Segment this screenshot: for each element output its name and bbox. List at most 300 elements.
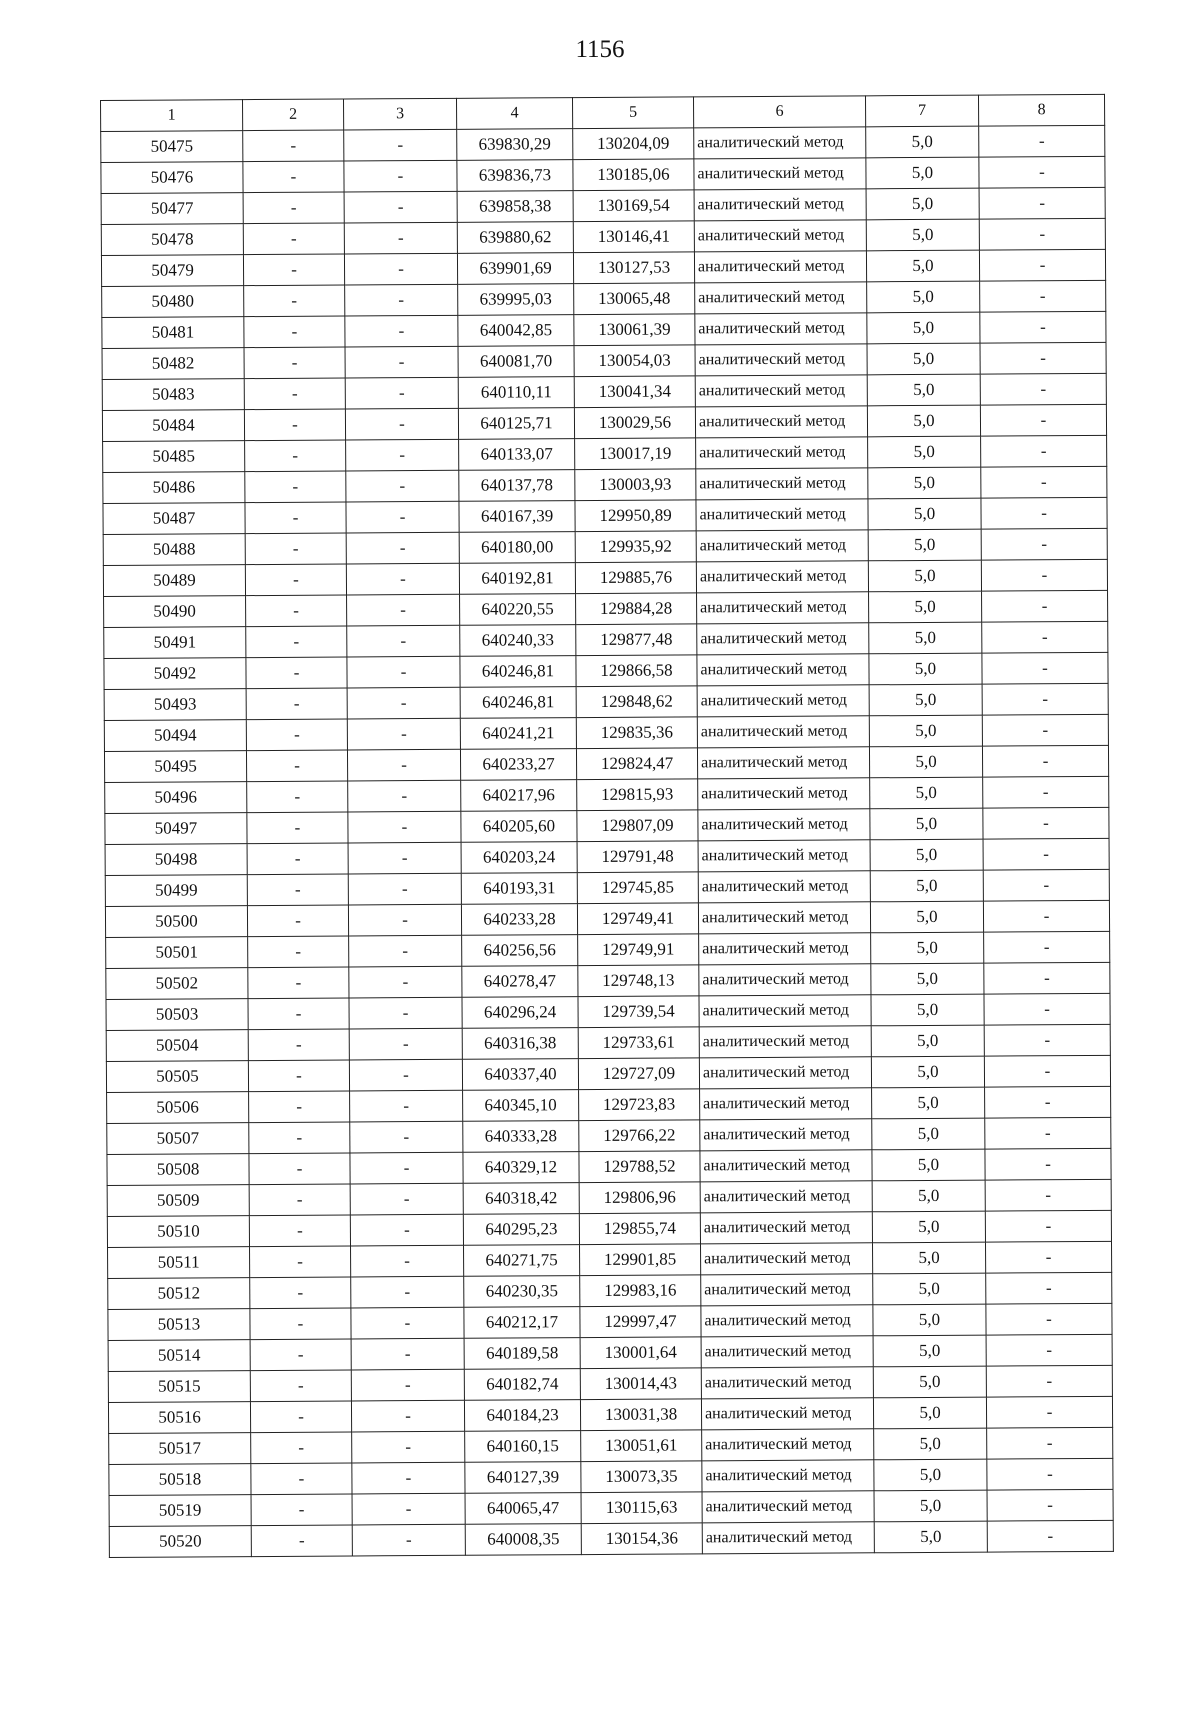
y-coordinate-cell: 129739,54 (578, 996, 699, 1028)
method-cell: аналитический метод (694, 251, 866, 283)
col3-cell: - (351, 1400, 464, 1432)
x-coordinate-cell: 640189,58 (464, 1338, 580, 1370)
accuracy-cell: 5,0 (867, 405, 980, 437)
col8-cell: - (980, 280, 1106, 312)
y-coordinate-cell: 129748,13 (578, 965, 699, 997)
method-cell: аналитический метод (701, 1274, 873, 1306)
y-coordinate-cell: 130017,19 (575, 438, 696, 470)
x-coordinate-cell: 640160,15 (465, 1431, 581, 1463)
col8-cell: - (986, 1396, 1112, 1428)
y-coordinate-cell: 130185,06 (573, 159, 694, 191)
page-number: 1156 (575, 36, 625, 63)
col3-cell: - (347, 594, 460, 626)
y-coordinate-cell: 129806,96 (579, 1182, 700, 1214)
accuracy-cell: 5,0 (868, 436, 981, 468)
point-number-cell: 50500 (105, 906, 247, 938)
method-cell: аналитический метод (701, 1398, 873, 1430)
x-coordinate-cell: 640193,31 (461, 873, 577, 905)
col8-cell: - (986, 1272, 1112, 1304)
point-number-cell: 50482 (102, 348, 244, 380)
y-coordinate-cell: 129983,16 (580, 1275, 701, 1307)
col2-cell: - (249, 1122, 350, 1154)
point-number-cell: 50484 (102, 410, 244, 442)
col2-cell: - (247, 843, 348, 875)
accuracy-cell: 5,0 (870, 777, 983, 809)
x-coordinate-cell: 640256,56 (462, 935, 578, 967)
x-coordinate-cell: 640316,38 (462, 1028, 578, 1060)
y-coordinate-cell: 129835,36 (576, 717, 697, 749)
point-number-cell: 50492 (104, 658, 246, 690)
col2-cell: - (248, 936, 349, 968)
col2-cell: - (250, 1339, 351, 1371)
accuracy-cell: 5,0 (872, 1087, 985, 1119)
x-coordinate-cell: 640133,07 (459, 439, 575, 471)
method-cell: аналитический метод (702, 1460, 874, 1492)
col3-cell: - (344, 253, 457, 285)
y-coordinate-cell: 130154,36 (581, 1523, 702, 1555)
col3-cell: - (352, 1493, 465, 1525)
y-coordinate-cell: 129749,41 (577, 903, 698, 935)
accuracy-cell: 5,0 (873, 1273, 986, 1305)
accuracy-cell: 5,0 (867, 312, 980, 344)
x-coordinate-cell: 639858,38 (457, 191, 573, 223)
x-coordinate-cell: 640295,23 (463, 1214, 579, 1246)
x-coordinate-cell: 640318,42 (463, 1183, 579, 1215)
method-cell: аналитический метод (699, 1057, 871, 1089)
col2-cell: - (245, 533, 346, 565)
point-number-cell: 50477 (101, 193, 243, 225)
point-number-cell: 50481 (102, 317, 244, 349)
method-cell: аналитический метод (695, 375, 867, 407)
col8-cell: - (981, 559, 1107, 591)
y-coordinate-cell: 129997,47 (580, 1306, 701, 1338)
col8-cell: - (986, 1334, 1112, 1366)
point-number-cell: 50490 (104, 596, 246, 628)
point-number-cell: 50488 (103, 534, 245, 566)
x-coordinate-cell: 640182,74 (464, 1369, 580, 1401)
method-cell: аналитический метод (702, 1491, 874, 1523)
col8-cell: - (984, 1055, 1110, 1087)
col8-cell: - (983, 838, 1109, 870)
col3-cell: - (346, 532, 459, 564)
coordinates-table-wrapper (100, 94, 1113, 1558)
col8-cell: - (987, 1427, 1113, 1459)
point-number-cell: 50480 (102, 286, 244, 318)
col8-cell: - (987, 1520, 1113, 1552)
col8-cell: - (980, 342, 1106, 374)
col8-cell: - (984, 1024, 1110, 1056)
column-header: 3 (343, 98, 456, 130)
point-number-cell: 50493 (104, 689, 246, 721)
col8-cell: - (981, 528, 1107, 560)
col3-cell: - (348, 811, 461, 843)
col2-cell: - (243, 254, 344, 286)
col8-cell: - (983, 869, 1109, 901)
x-coordinate-cell: 640278,47 (462, 966, 578, 998)
point-number-cell: 50498 (105, 844, 247, 876)
x-coordinate-cell: 640233,27 (460, 749, 576, 781)
col2-cell: - (246, 688, 347, 720)
accuracy-cell: 5,0 (873, 1304, 986, 1336)
col2-cell: - (247, 812, 348, 844)
x-coordinate-cell: 640125,71 (458, 408, 574, 440)
col3-cell: - (352, 1462, 465, 1494)
col2-cell: - (248, 1029, 349, 1061)
col2-cell: - (251, 1432, 352, 1464)
col2-cell: - (249, 1215, 350, 1247)
x-coordinate-cell: 639880,62 (457, 222, 573, 254)
col2-cell: - (244, 378, 345, 410)
method-cell: аналитический метод (696, 499, 868, 531)
col3-cell: - (347, 656, 460, 688)
x-coordinate-cell: 640217,96 (461, 780, 577, 812)
col3-cell: - (345, 408, 458, 440)
col3-cell: - (349, 935, 462, 967)
x-coordinate-cell: 640240,33 (460, 625, 576, 657)
y-coordinate-cell: 130054,03 (574, 345, 695, 377)
col3-cell: - (350, 1183, 463, 1215)
col2-cell: - (246, 750, 347, 782)
col3-cell: - (348, 842, 461, 874)
col8-cell: - (985, 1179, 1111, 1211)
col2-cell: - (246, 626, 347, 658)
y-coordinate-cell: 129901,85 (580, 1244, 701, 1276)
accuracy-cell: 5,0 (870, 808, 983, 840)
point-number-cell: 50483 (102, 379, 244, 411)
accuracy-cell: 5,0 (874, 1459, 987, 1491)
point-number-cell: 50486 (103, 472, 245, 504)
col8-cell: - (981, 466, 1107, 498)
accuracy-cell: 5,0 (868, 529, 981, 561)
col3-cell: - (349, 997, 462, 1029)
point-number-cell: 50514 (108, 1340, 250, 1372)
column-header: 2 (243, 99, 344, 131)
x-coordinate-cell: 640212,17 (464, 1307, 580, 1339)
col2-cell: - (248, 967, 349, 999)
accuracy-cell: 5,0 (869, 684, 982, 716)
col2-cell: - (250, 1246, 351, 1278)
x-coordinate-cell: 640167,39 (459, 501, 575, 533)
y-coordinate-cell: 129766,22 (579, 1120, 700, 1152)
point-number-cell: 50499 (105, 875, 247, 907)
method-cell: аналитический метод (696, 561, 868, 593)
col8-cell: - (984, 931, 1110, 963)
accuracy-cell: 5,0 (869, 591, 982, 623)
col2-cell: - (243, 161, 344, 193)
col2-cell: - (246, 595, 347, 627)
y-coordinate-cell: 129791,48 (577, 841, 698, 873)
table-row (109, 1520, 1113, 1557)
x-coordinate-cell: 639995,03 (458, 284, 574, 316)
accuracy-cell: 5,0 (866, 219, 979, 251)
column-header: 5 (572, 97, 693, 129)
col3-cell: - (344, 222, 457, 254)
method-cell: аналитический метод (700, 1212, 872, 1244)
y-coordinate-cell: 130029,56 (574, 407, 695, 439)
accuracy-cell: 5,0 (872, 1242, 985, 1274)
y-coordinate-cell: 129745,85 (577, 872, 698, 904)
accuracy-cell: 5,0 (871, 1056, 984, 1088)
col2-cell: - (249, 1184, 350, 1216)
x-coordinate-cell: 640081,70 (458, 346, 574, 378)
y-coordinate-cell: 130169,54 (573, 190, 694, 222)
point-number-cell: 50496 (105, 782, 247, 814)
col3-cell: - (344, 129, 457, 161)
column-header: 8 (978, 94, 1104, 126)
col2-cell: - (243, 192, 344, 224)
method-cell: аналитический метод (695, 344, 867, 376)
col8-cell: - (983, 807, 1109, 839)
method-cell: аналитический метод (695, 282, 867, 314)
col2-cell: - (250, 1308, 351, 1340)
col3-cell: - (348, 780, 461, 812)
col2-cell: - (247, 905, 348, 937)
col2-cell: - (248, 1060, 349, 1092)
accuracy-cell: 5,0 (872, 1180, 985, 1212)
method-cell: аналитический метод (698, 902, 870, 934)
method-cell: аналитический метод (702, 1429, 874, 1461)
col2-cell: - (250, 1277, 351, 1309)
method-cell: аналитический метод (696, 530, 868, 562)
y-coordinate-cell: 129935,92 (575, 531, 696, 563)
accuracy-cell: 5,0 (866, 250, 979, 282)
accuracy-cell: 5,0 (872, 1118, 985, 1150)
col2-cell: - (251, 1494, 352, 1526)
method-cell: аналитический метод (700, 1243, 872, 1275)
point-number-cell: 50507 (107, 1123, 249, 1155)
y-coordinate-cell: 129848,62 (576, 686, 697, 718)
col3-cell: - (351, 1276, 464, 1308)
method-cell: аналитический метод (702, 1522, 874, 1554)
accuracy-cell: 5,0 (872, 1149, 985, 1181)
accuracy-cell: 5,0 (871, 1025, 984, 1057)
method-cell: аналитический метод (699, 1026, 871, 1058)
col2-cell: - (245, 440, 346, 472)
method-cell: аналитический метод (697, 747, 869, 779)
accuracy-cell: 5,0 (870, 870, 983, 902)
col3-cell: - (346, 501, 459, 533)
y-coordinate-cell: 129733,61 (578, 1027, 699, 1059)
accuracy-cell: 5,0 (870, 901, 983, 933)
col8-cell: - (983, 900, 1109, 932)
method-cell: аналитический метод (699, 995, 871, 1027)
col8-cell: - (982, 590, 1108, 622)
y-coordinate-cell: 129884,28 (576, 593, 697, 625)
point-number-cell: 50501 (106, 937, 248, 969)
col8-cell: - (981, 435, 1107, 467)
col3-cell: - (344, 160, 457, 192)
y-coordinate-cell: 129807,09 (577, 810, 698, 842)
point-number-cell: 50509 (107, 1185, 249, 1217)
col8-cell: - (985, 1148, 1111, 1180)
point-number-cell: 50487 (103, 503, 245, 535)
y-coordinate-cell: 129866,58 (576, 655, 697, 687)
accuracy-cell: 5,0 (873, 1335, 986, 1367)
method-cell: аналитический метод (696, 468, 868, 500)
x-coordinate-cell: 640184,23 (464, 1400, 580, 1432)
col8-cell: - (979, 249, 1105, 281)
col8-cell: - (982, 683, 1108, 715)
x-coordinate-cell: 640042,85 (458, 315, 574, 347)
x-coordinate-cell: 640192,81 (459, 563, 575, 595)
y-coordinate-cell: 130001,64 (580, 1337, 701, 1369)
point-number-cell: 50512 (108, 1278, 250, 1310)
col3-cell: - (350, 1152, 463, 1184)
col3-cell: - (350, 1090, 463, 1122)
method-cell: аналитический метод (695, 406, 867, 438)
point-number-cell: 50491 (104, 627, 246, 659)
method-cell: аналитический метод (697, 623, 869, 655)
col2-cell: - (244, 285, 345, 317)
accuracy-cell: 5,0 (866, 126, 979, 158)
col2-cell: - (245, 502, 346, 534)
col3-cell: - (351, 1245, 464, 1277)
method-cell: аналитический метод (694, 189, 866, 221)
point-number-cell: 50518 (109, 1464, 251, 1496)
accuracy-cell: 5,0 (868, 560, 981, 592)
x-coordinate-cell: 640220,55 (460, 594, 576, 626)
y-coordinate-cell: 129788,52 (579, 1151, 700, 1183)
y-coordinate-cell: 130065,48 (574, 283, 695, 315)
col2-cell: - (243, 130, 344, 162)
accuracy-cell: 5,0 (868, 498, 981, 530)
method-cell: аналитический метод (694, 127, 866, 159)
col3-cell: - (347, 749, 460, 781)
y-coordinate-cell: 130051,61 (581, 1430, 702, 1462)
col8-cell: - (983, 776, 1109, 808)
accuracy-cell: 5,0 (874, 1490, 987, 1522)
accuracy-cell: 5,0 (871, 932, 984, 964)
point-number-cell: 50515 (108, 1371, 250, 1403)
method-cell: аналитический метод (697, 654, 869, 686)
col2-cell: - (249, 1153, 350, 1185)
method-cell: аналитический метод (701, 1336, 873, 1368)
method-cell: аналитический метод (698, 778, 870, 810)
col8-cell: - (985, 1086, 1111, 1118)
point-number-cell: 50520 (109, 1526, 251, 1558)
col3-cell: - (348, 873, 461, 905)
x-coordinate-cell: 640127,39 (465, 1462, 581, 1494)
y-coordinate-cell: 129950,89 (575, 500, 696, 532)
method-cell: аналитический метод (698, 809, 870, 841)
x-coordinate-cell: 639830,29 (457, 129, 573, 161)
x-coordinate-cell: 640345,10 (463, 1090, 579, 1122)
col3-cell: - (345, 315, 458, 347)
col3-cell: - (345, 346, 458, 378)
y-coordinate-cell: 130115,63 (581, 1492, 702, 1524)
accuracy-cell: 5,0 (874, 1428, 987, 1460)
table-body (101, 125, 1114, 1557)
x-coordinate-cell: 640337,40 (462, 1059, 578, 1091)
col2-cell: - (247, 781, 348, 813)
method-cell: аналитический метод (694, 158, 866, 190)
x-coordinate-cell: 640230,35 (464, 1276, 580, 1308)
col2-cell: - (247, 874, 348, 906)
x-coordinate-cell: 640296,24 (462, 997, 578, 1029)
col8-cell: - (982, 745, 1108, 777)
col2-cell: - (244, 316, 345, 348)
y-coordinate-cell: 130146,41 (573, 221, 694, 253)
col8-cell: - (987, 1489, 1113, 1521)
point-number-cell: 50510 (107, 1216, 249, 1248)
col3-cell: - (351, 1338, 464, 1370)
x-coordinate-cell: 640110,11 (458, 377, 574, 409)
col8-cell: - (980, 373, 1106, 405)
col3-cell: - (347, 687, 460, 719)
col8-cell: - (979, 125, 1105, 157)
x-coordinate-cell: 640246,81 (460, 656, 576, 688)
method-cell: аналитический метод (700, 1150, 872, 1182)
x-coordinate-cell: 639836,73 (457, 160, 573, 192)
method-cell: аналитический метод (698, 840, 870, 872)
col8-cell: - (985, 1241, 1111, 1273)
x-coordinate-cell: 640246,81 (460, 687, 576, 719)
column-header: 6 (693, 96, 865, 128)
point-number-cell: 50485 (103, 441, 245, 473)
y-coordinate-cell: 130031,38 (580, 1399, 701, 1431)
x-coordinate-cell: 639901,69 (457, 253, 573, 285)
col3-cell: - (344, 191, 457, 223)
col3-cell: - (345, 377, 458, 409)
col2-cell: - (245, 471, 346, 503)
col2-cell: - (245, 564, 346, 596)
y-coordinate-cell: 130003,93 (575, 469, 696, 501)
column-header: 7 (865, 95, 978, 127)
col8-cell: - (979, 156, 1105, 188)
col8-cell: - (979, 187, 1105, 219)
col3-cell: - (346, 470, 459, 502)
col2-cell: - (244, 409, 345, 441)
x-coordinate-cell: 640241,21 (460, 718, 576, 750)
accuracy-cell: 5,0 (873, 1397, 986, 1429)
col3-cell: - (350, 1214, 463, 1246)
point-number-cell: 50506 (107, 1092, 249, 1124)
y-coordinate-cell: 129749,91 (578, 934, 699, 966)
method-cell: аналитический метод (700, 1181, 872, 1213)
y-coordinate-cell: 129815,93 (577, 779, 698, 811)
y-coordinate-cell: 129824,47 (576, 748, 697, 780)
col3-cell: - (351, 1307, 464, 1339)
point-number-cell: 50495 (104, 751, 246, 783)
y-coordinate-cell: 129885,76 (575, 562, 696, 594)
col2-cell: - (250, 1370, 351, 1402)
y-coordinate-cell: 130073,35 (581, 1461, 702, 1493)
point-number-cell: 50503 (106, 999, 248, 1031)
col8-cell: - (984, 962, 1110, 994)
point-number-cell: 50513 (108, 1309, 250, 1341)
col3-cell: - (349, 966, 462, 998)
accuracy-cell: 5,0 (869, 622, 982, 654)
accuracy-cell: 5,0 (869, 715, 982, 747)
method-cell: аналитический метод (694, 220, 866, 252)
point-number-cell: 50505 (106, 1061, 248, 1093)
col8-cell: - (980, 404, 1106, 436)
col2-cell: - (246, 719, 347, 751)
x-coordinate-cell: 640233,28 (461, 904, 577, 936)
point-number-cell: 50516 (108, 1402, 250, 1434)
x-coordinate-cell: 640008,35 (465, 1524, 581, 1556)
col3-cell: - (345, 284, 458, 316)
column-header: 1 (101, 100, 243, 132)
method-cell: аналитический метод (701, 1367, 873, 1399)
y-coordinate-cell: 130041,34 (574, 376, 695, 408)
y-coordinate-cell: 129877,48 (576, 624, 697, 656)
col2-cell: - (243, 223, 344, 255)
point-number-cell: 50517 (109, 1433, 251, 1465)
coordinates-table (100, 94, 1114, 1558)
method-cell: аналитический метод (698, 871, 870, 903)
point-number-cell: 50479 (101, 255, 243, 287)
